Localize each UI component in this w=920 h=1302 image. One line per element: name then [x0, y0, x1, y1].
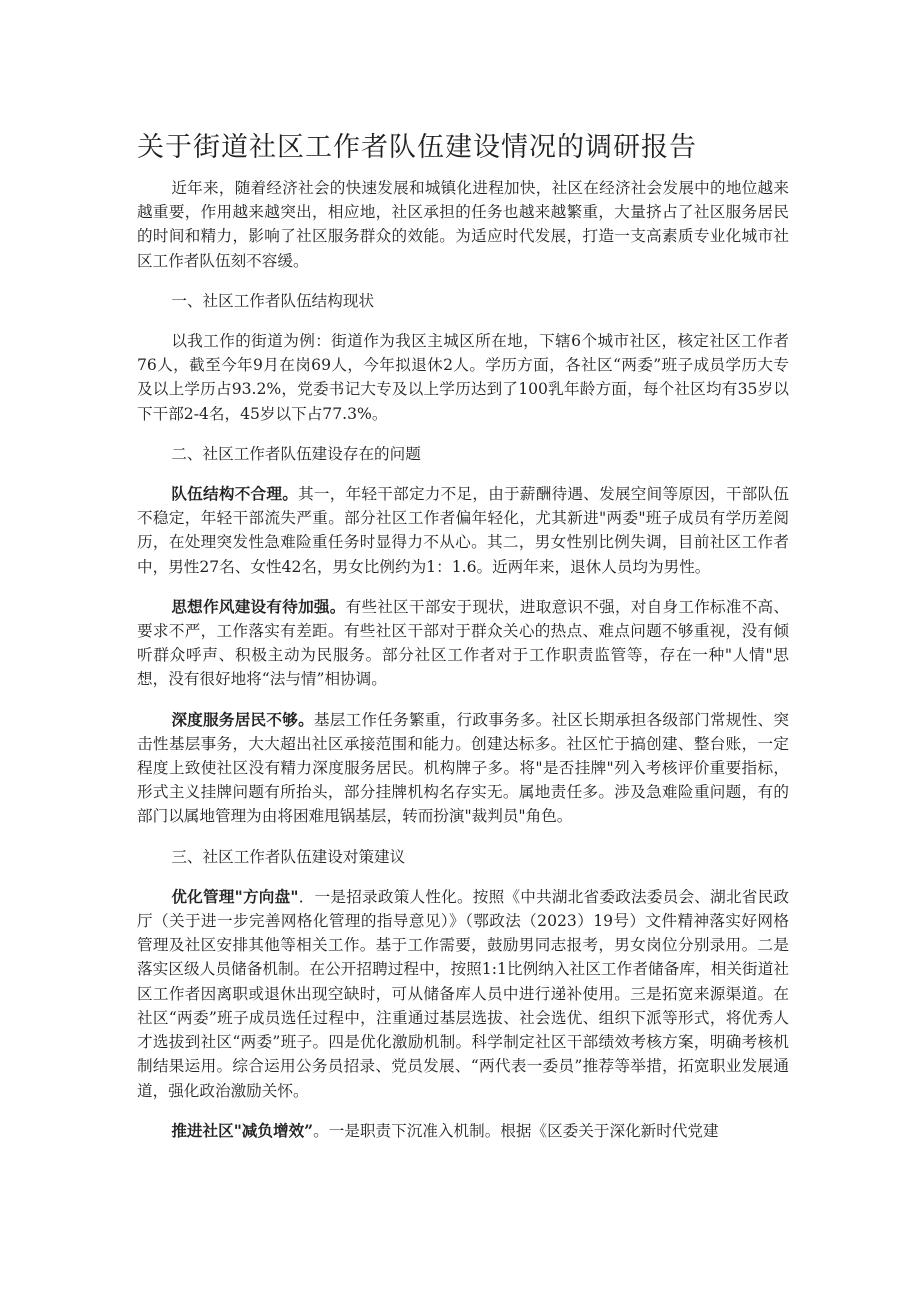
paragraph-lead: 思想作风建设有待加强。	[171, 596, 346, 616]
section-1-paragraph: 以我工作的街道为例：街道作为我区主城区所在地，下辖6个城市社区，核定社区工作者76人，截至今年9月在岗69人，今年拟退休2人。学历方面，各社区“两委”班子成员学历大专及以上学历占93.2%，党委书记大专及以上学历达到了100乳年龄方面，每个社区均有35岁以下干部2-4名，45岁以下占77.3%。	[137, 332, 789, 423]
section-1-heading: 一、社区工作者队伍结构现状	[171, 291, 375, 310]
paragraph-lead: 深度服务居民不够。	[171, 709, 314, 729]
paragraph-text: ．一是招录政策人性化。按照《中共湖北省委政法委员会、湖北省民政厅（关于进一步完善网格化管理的指导意见）》（鄂政法（2023）19号）文件精神落实好网格管理及社区安排其他等相关工作。基于工作需要，鼓励男同志报考，男女岗位分别录用。二是落实区级人员储备机制。在公开招聘过程中，按照1:1比例纳入社区工作者储备库，相关街道社区工作者因离职或退休出现空缺时，可从储备库人员中进行递补使用。三是拓宽来源渠道。在社区“两委”班子成员选任过程中，注重通过基层选拔、社会选优、组织下派等形式，将优秀人才选拔到社区“两委”班子。四是优化激励机制。科学制定社区干部绩效考核方案，明确考核机制结果运用。综合运用公务员招录、党员发展、“两代表一委员”推荐等举措，拓宽职业发展通道，强化政治激励关怀。	[137, 887, 789, 1100]
paragraph-text: 其一，年轻干部定力不足，由于薪酬待遇、发展空间等原因，干部队伍不稳定，年轻干部流失严重。部分社区工作者偏年轻化，尤其新进"两委"班子成员有学历差阅历，在处理突发性急难险重任务时显得力不从心。其二，男女性别比例失调，目前社区工作者中，男性27名、女性42名，男女比例约为1：1.6。近两年来，退休人员均为男性。	[137, 485, 789, 576]
report-title: 关于街道社区工作者队伍建设情况的调研报告	[137, 132, 697, 163]
paragraph-lead: 推进社区"减负增效”	[171, 1120, 314, 1140]
paragraph-text: 基层工作任务繁重，行政事务多。社区长期承担各级部门常规性、突击性基层事务，大大超出社区承接范围和能力。创建达标多。社区忙于搞创建、整台账，一定程度上致使社区没有精力深度服务居民。机构牌子多。将"是否挂牌"列入考核评价重要指标，形式主义挂牌问题有所抬头，部分挂牌机构名存实无。属地责任多。涉及急难险重问题，有的部门以属地管理为由将困难甩锅基层，转而扮演"裁判员"角色。	[137, 710, 789, 826]
problem-paragraph-style	[137, 595, 789, 692]
suggestion-paragraph-burden	[137, 1119, 789, 1143]
paragraph-text: 。一是职责下沉准入机制。根据《区委关于深化新时代党建	[313, 1121, 719, 1140]
paragraph-text: 有些社区干部安于现状，进取意识不强，对自身工作标准不高、要求不严，工作落实有差距。有些社区干部对于群众关心的热点、难点问题不够重视，没有倾听群众呼声、积极主动为民服务。部分社区工作者对于工作职责监管等，存在一种"人情"思想，没有很好地将“法与情”相协调。	[137, 597, 789, 689]
problem-paragraph-structure	[137, 482, 789, 579]
paragraph-lead: 优化管理"方向盘"	[171, 886, 299, 906]
intro-paragraph: 近年来，随着经济社会的快速发展和城镇化进程加快，社区在经济社会发展中的地位越来越重要，作用越来越突出，相应地，社区承担的任务也越来越繁重，大量挤占了社区服务居民的时间和精力，影响了社区服务群众的效能。为适应时代发展，打造一支高素质专业化城市社区工作者队伍刻不容缓。	[137, 179, 789, 270]
section-2-heading: 二、社区工作者队伍建设存在的问题	[171, 444, 421, 463]
problem-paragraph-service	[137, 708, 789, 829]
suggestion-paragraph-management	[137, 885, 789, 1103]
paragraph-lead: 队伍结构不合理。	[171, 484, 299, 504]
section-3-heading: 三、社区工作者队伍建设对策建议	[171, 847, 406, 866]
report-body	[137, 176, 789, 1159]
